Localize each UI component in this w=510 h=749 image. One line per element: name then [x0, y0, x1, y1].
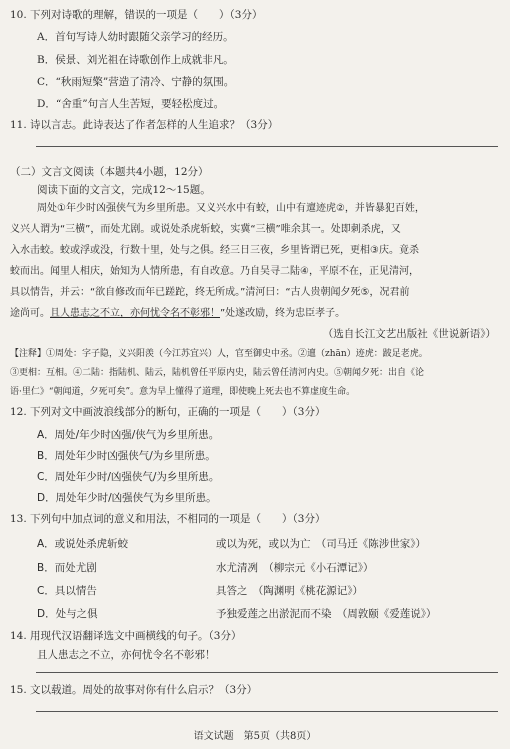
page-footer: 语文试题 第5页（共8页）: [193, 731, 317, 742]
section2-title: （二）文言文阅读（本题共4小题，12分）: [10, 166, 209, 178]
notes-line-1: 【注释】①周处：字子隐，义兴阳羡（今江苏宜兴）人，官至御史中丞。②邅（zhān）迹虎：跛足老虎。: [10, 349, 428, 359]
q15-stem: 15. 文以载道。周处的故事对你有什么启示？（3分）: [10, 684, 258, 696]
q12-stem: 12. 下列对文中画波浪线部分的断句，正确的一项是（ ）（3分）: [10, 406, 326, 418]
q10-option-d: D．“舍重”句言人生苦短，要轻松度过。: [37, 98, 225, 110]
q11-stem: 11. 诗以言志。此诗表达了作者怎样的人生追求？（3分）: [10, 119, 279, 131]
q10-option-a: A．首句写诗人幼时跟随父亲学习的经历。: [37, 31, 234, 43]
notes-line-2: ③更相：互相。④二陆：指陆机、陆云，陆机曾任平原内史，陆云曾任清河内史。⑤朝闻夕死：出自《论: [10, 368, 425, 378]
section2-intro: 阅读下面的文言文，完成12～15题。: [37, 184, 211, 196]
q10-option-c: C．“秋雨短檠”营造了清冷、宁静的氛围。: [37, 76, 235, 88]
passage-line-6: [10, 307, 345, 321]
q13-option-c-left: C．具以情告: [37, 585, 97, 597]
q13-option-b-right: 水尤清冽 （柳宗元《小石潭记》）: [216, 562, 374, 574]
q14-answer-line: [36, 672, 498, 673]
q13-option-c-right: 具答之 （陶渊明《桃花源记》）: [216, 585, 363, 597]
q13-option-a-right: 或以为死，或以为亡 （司马迁《陈涉世家》）: [216, 538, 426, 550]
q11-answer-line: [36, 146, 498, 147]
q13-option-d-right: 予独爱莲之出淤泥而不染 （周敦颐《爱莲说》）: [216, 608, 437, 620]
q10-option-b: B．侯景、刘光祖在诗歌创作上成就非凡。: [37, 54, 234, 66]
q15-answer-line: [36, 711, 498, 712]
passage-line-6-end: ”处遂改励，终为忠臣孝子。: [220, 308, 346, 319]
q12-option-a: A．周处/年少时凶强/侠气为乡里所患。: [37, 429, 220, 441]
q12-option-b: B．周处年少时凶强侠气/为乡里所患。: [37, 450, 216, 462]
q13-option-d-left: D．处与之俱: [37, 608, 98, 620]
passage-source: （选自长江文艺出版社《世说新语》）: [322, 328, 496, 340]
q14-sentence: 且人患志之不立，亦何忧令名不彰邪！: [37, 649, 216, 661]
passage-line-5: 具以情告，并云：“欲自修改而年已蹉跎，终无所成。”清河曰：“古人贵朝闻夕死⑤，况君前: [10, 287, 410, 298]
q14-stem: 14. 用现代汉语翻译选文中画横线的句子。（3分）: [10, 630, 242, 642]
passage-line-3: 入水击蛟。蛟或浮或没，行数十里，处与之俱。经三日三夜，乡里皆谓已死，更相③庆。竟杀: [10, 245, 419, 256]
q13-stem: 13. 下列句中加点词的意义和用法，不相同的一项是（ ）（3分）: [10, 513, 326, 525]
q13-option-b-left: B．而处尤剧: [37, 562, 97, 574]
passage-line-6-start: 途尚可。: [10, 308, 50, 319]
passage-line-2: 义兴人谓为“三横”，而处尤剧。或说处杀虎斩蛟，实冀“三横”唯余其一。处即刺杀虎，又: [10, 224, 401, 235]
q13-option-a-left: A．或说处杀虎斩蛟: [37, 538, 129, 550]
underlined-sentence: 且人患志之不立，亦何忧令名不彰邪！: [50, 308, 220, 319]
notes-line-3: 语·里仁》“朝闻道，夕死可矣”。意为早上懂得了道理，即使晚上死去也不算虚度生命。: [10, 387, 356, 397]
q10-stem: 10. 下列对诗歌的理解，错误的一项是（ ）（3分）: [10, 9, 263, 21]
passage-line-4: 蛟而出。闻里人相庆，始知为人情所患，有自改意。乃自吴寻二陆④，平原不在，正见清河，: [10, 266, 419, 277]
q12-option-c: C．周处年少时/凶强侠气/为乡里所患。: [37, 471, 220, 483]
q12-option-d: D．周处年少时/凶强侠气为乡里所患。: [37, 492, 217, 504]
passage-line-1: 周处①年少时凶强侠气为乡里所患。又义兴水中有蛟，山中有邅迹虎②，并皆暴犯百姓，: [37, 203, 425, 214]
